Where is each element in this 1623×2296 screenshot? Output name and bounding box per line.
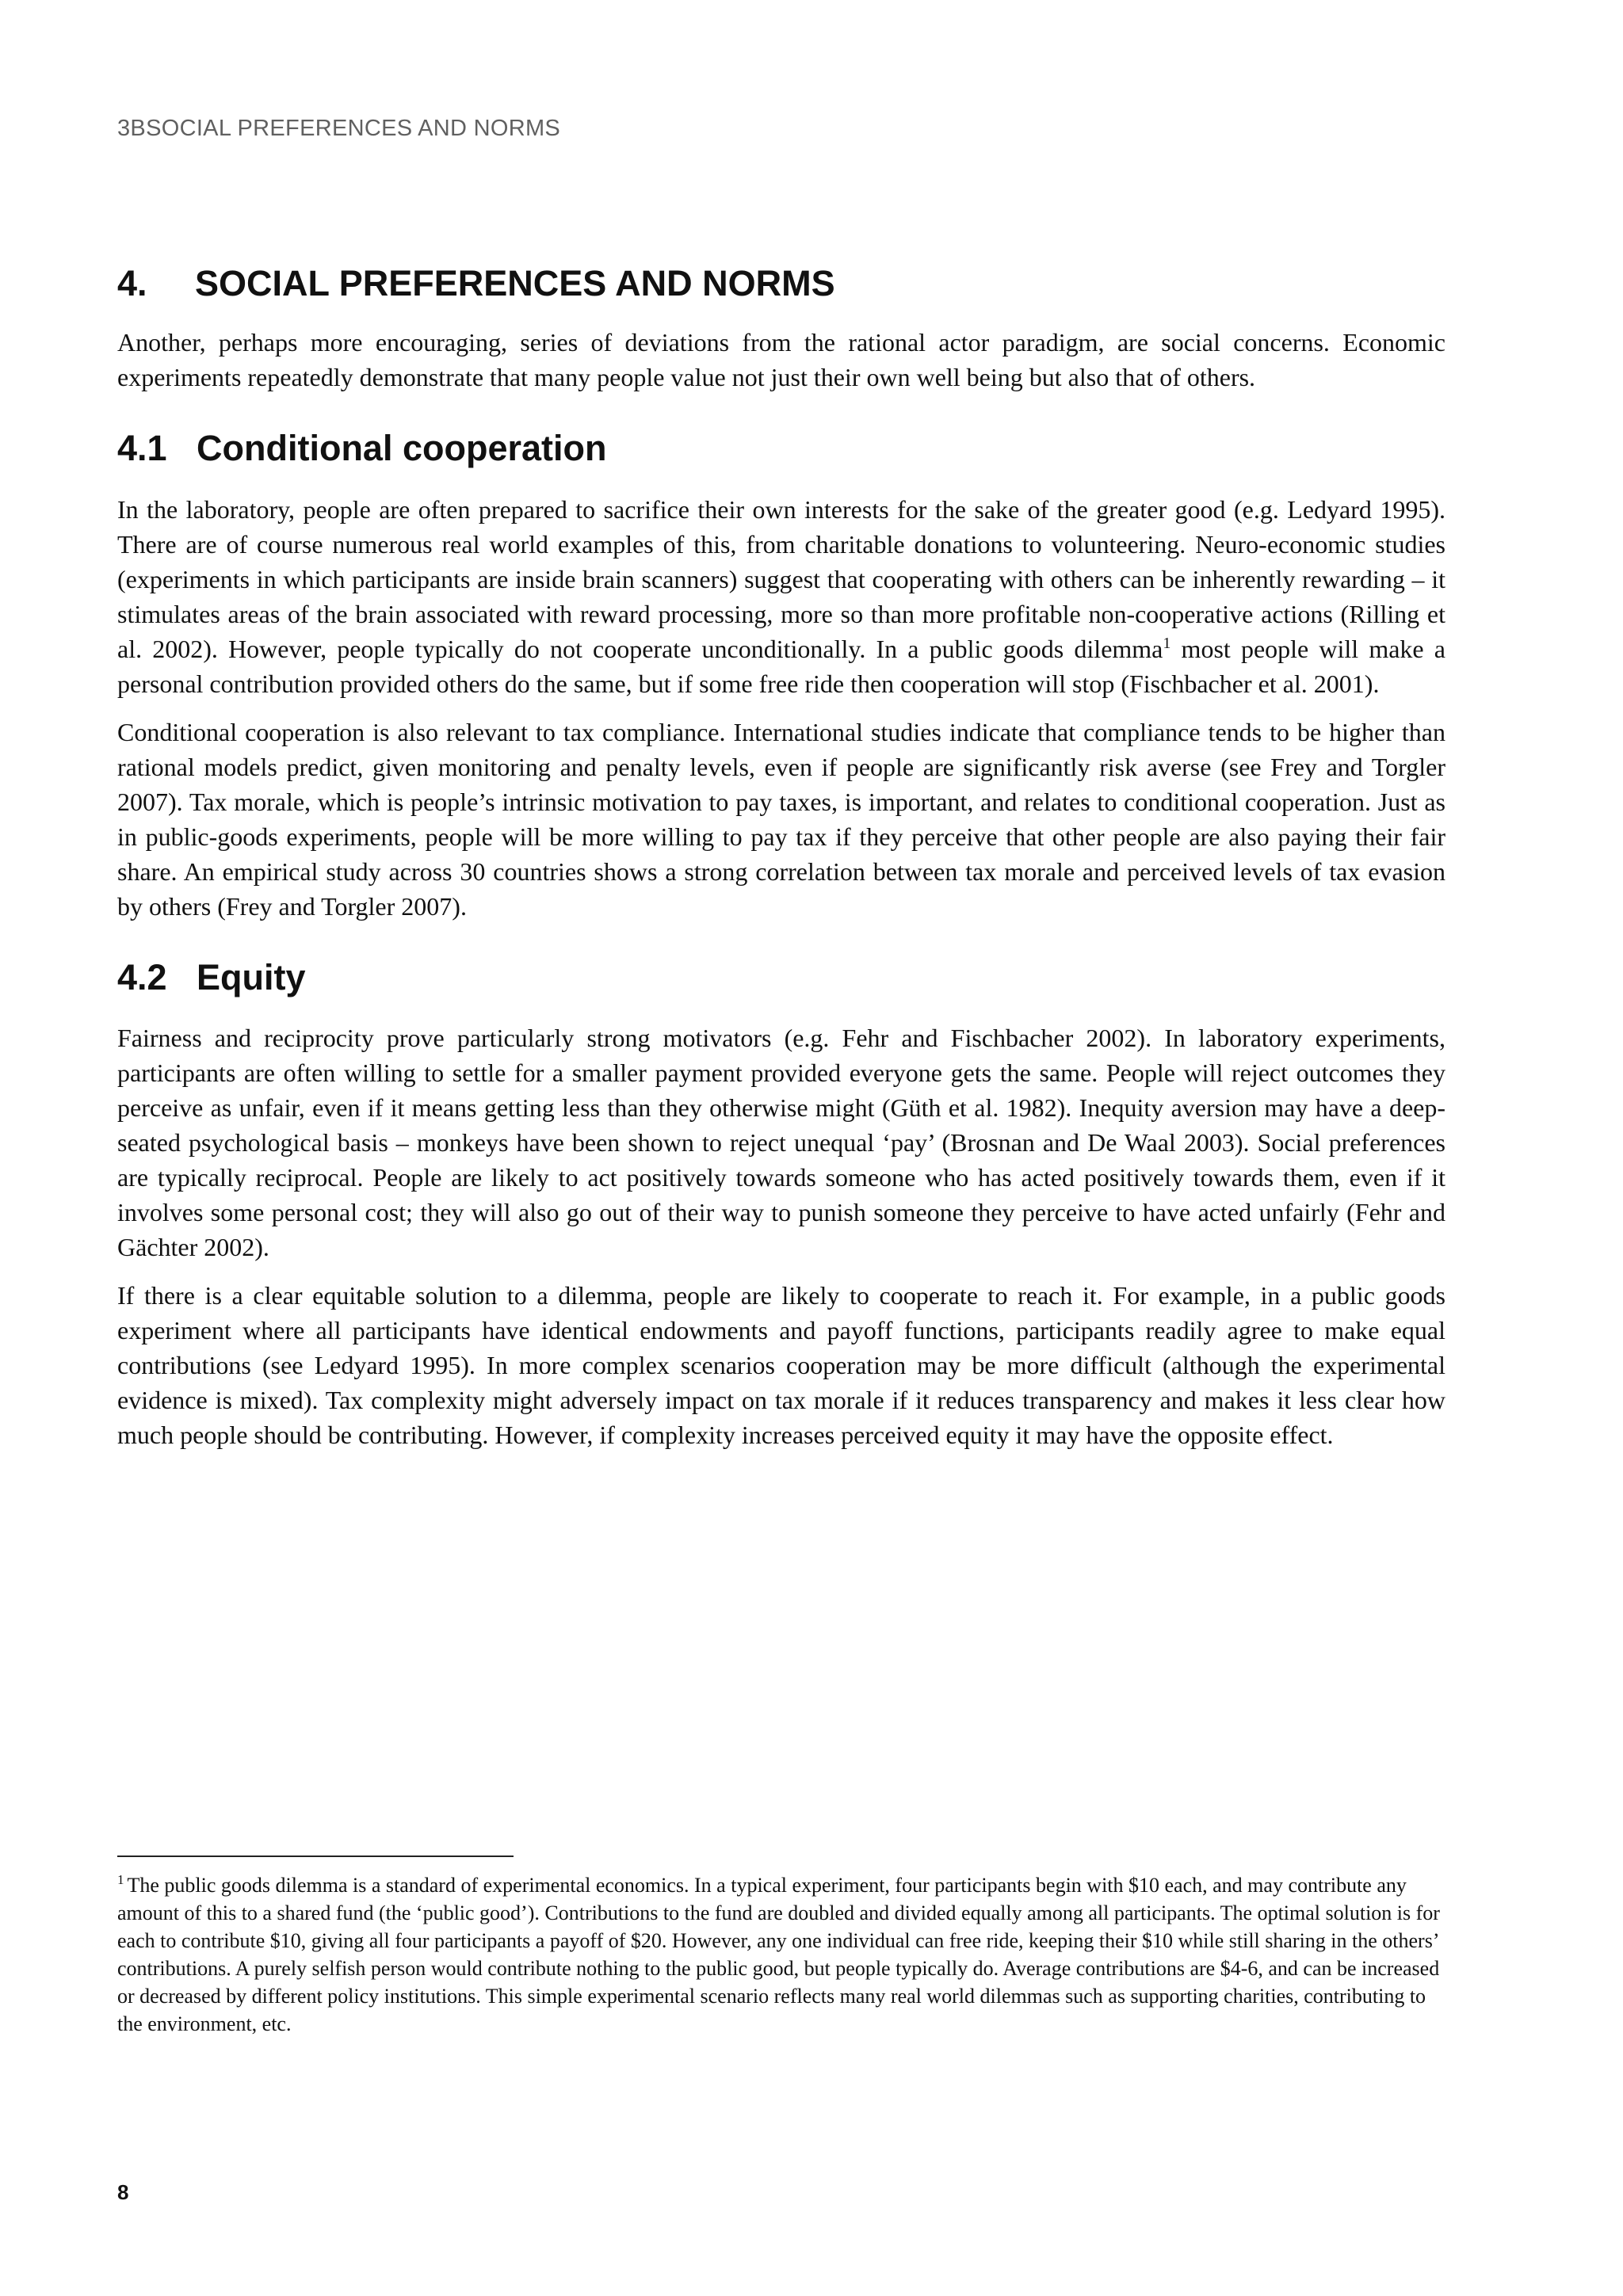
section-title-text: Conditional cooperation	[197, 428, 607, 469]
conditional-cooperation-paragraph-2: Conditional cooperation is also relevant to tax compliance. International studies indicate that compliance tends to be higher than rational models predict, given monitoring and penalty levels, even if people are significantly risk averse (see Frey and Torgler 2007). Tax morale, which is people’s intrinsic motivation to pay taxes, is important, and relates to conditional cooperation. Just as in public-goods experiments, people will be more willing to pay tax if they perceive that other people are also paying their fair share. An empirical study across 30 countries shows a strong correlation between tax morale and perceived levels of tax evasion by others (Frey and Torgler 2007).	[117, 717, 1445, 921]
section-heading-equity	[117, 955, 1445, 1000]
footnote-text: The public goods dilemma is a standard of experimental economics. In a typical experiment, four participants begin with $10 each, and may contribute any amount of this to a shared fund (the ‘public good’). Contributions to the fund are doubled and divided equally among all participants. The optimal solution is for each to contribute $10, giving all four participants a payoff of $20. However, any one individual can free ride, keeping their $10 while still sharing in the others’ contributions. A purely selfish person would contribute nothing to the public good, but people typically do. Average contributions are $4-6, and can be increased or decreased by different policy institutions. This simple experimental scenario reflects many real world dilemmas such as supporting charities, contributing to the environment, etc.	[117, 1874, 1440, 2035]
page-number: 8	[117, 2180, 129, 2204]
section-title-text: Equity	[197, 956, 306, 997]
paragraph-text: most people will make a personal contribution provided others do the same, but if some free ride then cooperation will stop (Fischbacher et al. 2001).	[117, 634, 1446, 698]
chapter-intro-paragraph: Another, perhaps more encouraging, series of deviations from the rational actor paradigm, are social concerns. Economic experiments repeatedly demonstrate that many people value not just their own well being but also that of others.	[117, 328, 1445, 392]
main-content	[117, 261, 1445, 1466]
running-header: 3BSOCIAL PREFERENCES AND NORMS	[117, 116, 561, 141]
section-number: 4.1	[117, 428, 167, 469]
equity-paragraph-1: Fairness and reciprocity prove particularly strong motivators (e.g. Fehr and Fischbacher 2002). In laboratory experiments, participants are often willing to settle for a smaller payment provided everyone gets the same. People will reject outcomes they perceive as unfair, even if it means getting less than they otherwise might (Güth et al. 1982). Inequity aversion may have a deep-seated psychological basis – monkeys have been shown to reject unequal ‘pay’ (Brosnan and De Waal 2003). Social preferences are typically reciprocal. People are likely to act positively towards someone who has acted positively towards them, even if it involves some personal cost; they will also go out of their way to punish someone they perceive to have acted unfairly (Fehr and Gächter 2002).	[117, 1023, 1445, 1261]
chapter-title	[117, 261, 1445, 306]
equity-paragraph-2: If there is a clear equitable solution to a dilemma, people are likely to cooperate to reach it. For example, in a public goods experiment where all participants have identical endowments and payoff functions, participants readily agree to make equal contributions (see Ledyard 1995). In more complex scenarios cooperation may be more difficult (although the experimental evidence is mixed). Tax complexity might adversely impact on tax morale if it reduces transparency and makes it less clear how much people should be contributing. However, if complexity increases perceived equity it may have the opposite effect.	[117, 1280, 1445, 1449]
section-number: 4.2	[117, 956, 167, 997]
footnote-separator	[117, 1855, 514, 1857]
chapter-title-text: SOCIAL PREFERENCES AND NORMS	[195, 263, 835, 303]
footnote	[117, 1871, 1445, 2038]
section-heading-conditional-cooperation	[117, 426, 1445, 471]
chapter-number: 4.	[117, 263, 147, 303]
footnote-marker: 1	[117, 1872, 124, 1887]
paragraph-text: In the laboratory, people are often prepared to sacrifice their own interests for the sake of the greater good (e.g. Ledyard 1995). There are of course numerous real world examples of this, from charitable donations to volunteering. Neuro-economic studies (experiments in which participants are inside brain scanners) suggest that cooperating with others can be inherently rewarding – it stimulates areas of the brain associated with reward processing, more so than more profitable non-cooperative actions (Rilling et al. 2002). However, people typically do not cooperate unconditionally. In a public goods dilemma	[117, 494, 1445, 663]
conditional-cooperation-paragraph-1	[117, 492, 1445, 701]
footnote-reference[interactable]: 1	[1163, 634, 1171, 652]
